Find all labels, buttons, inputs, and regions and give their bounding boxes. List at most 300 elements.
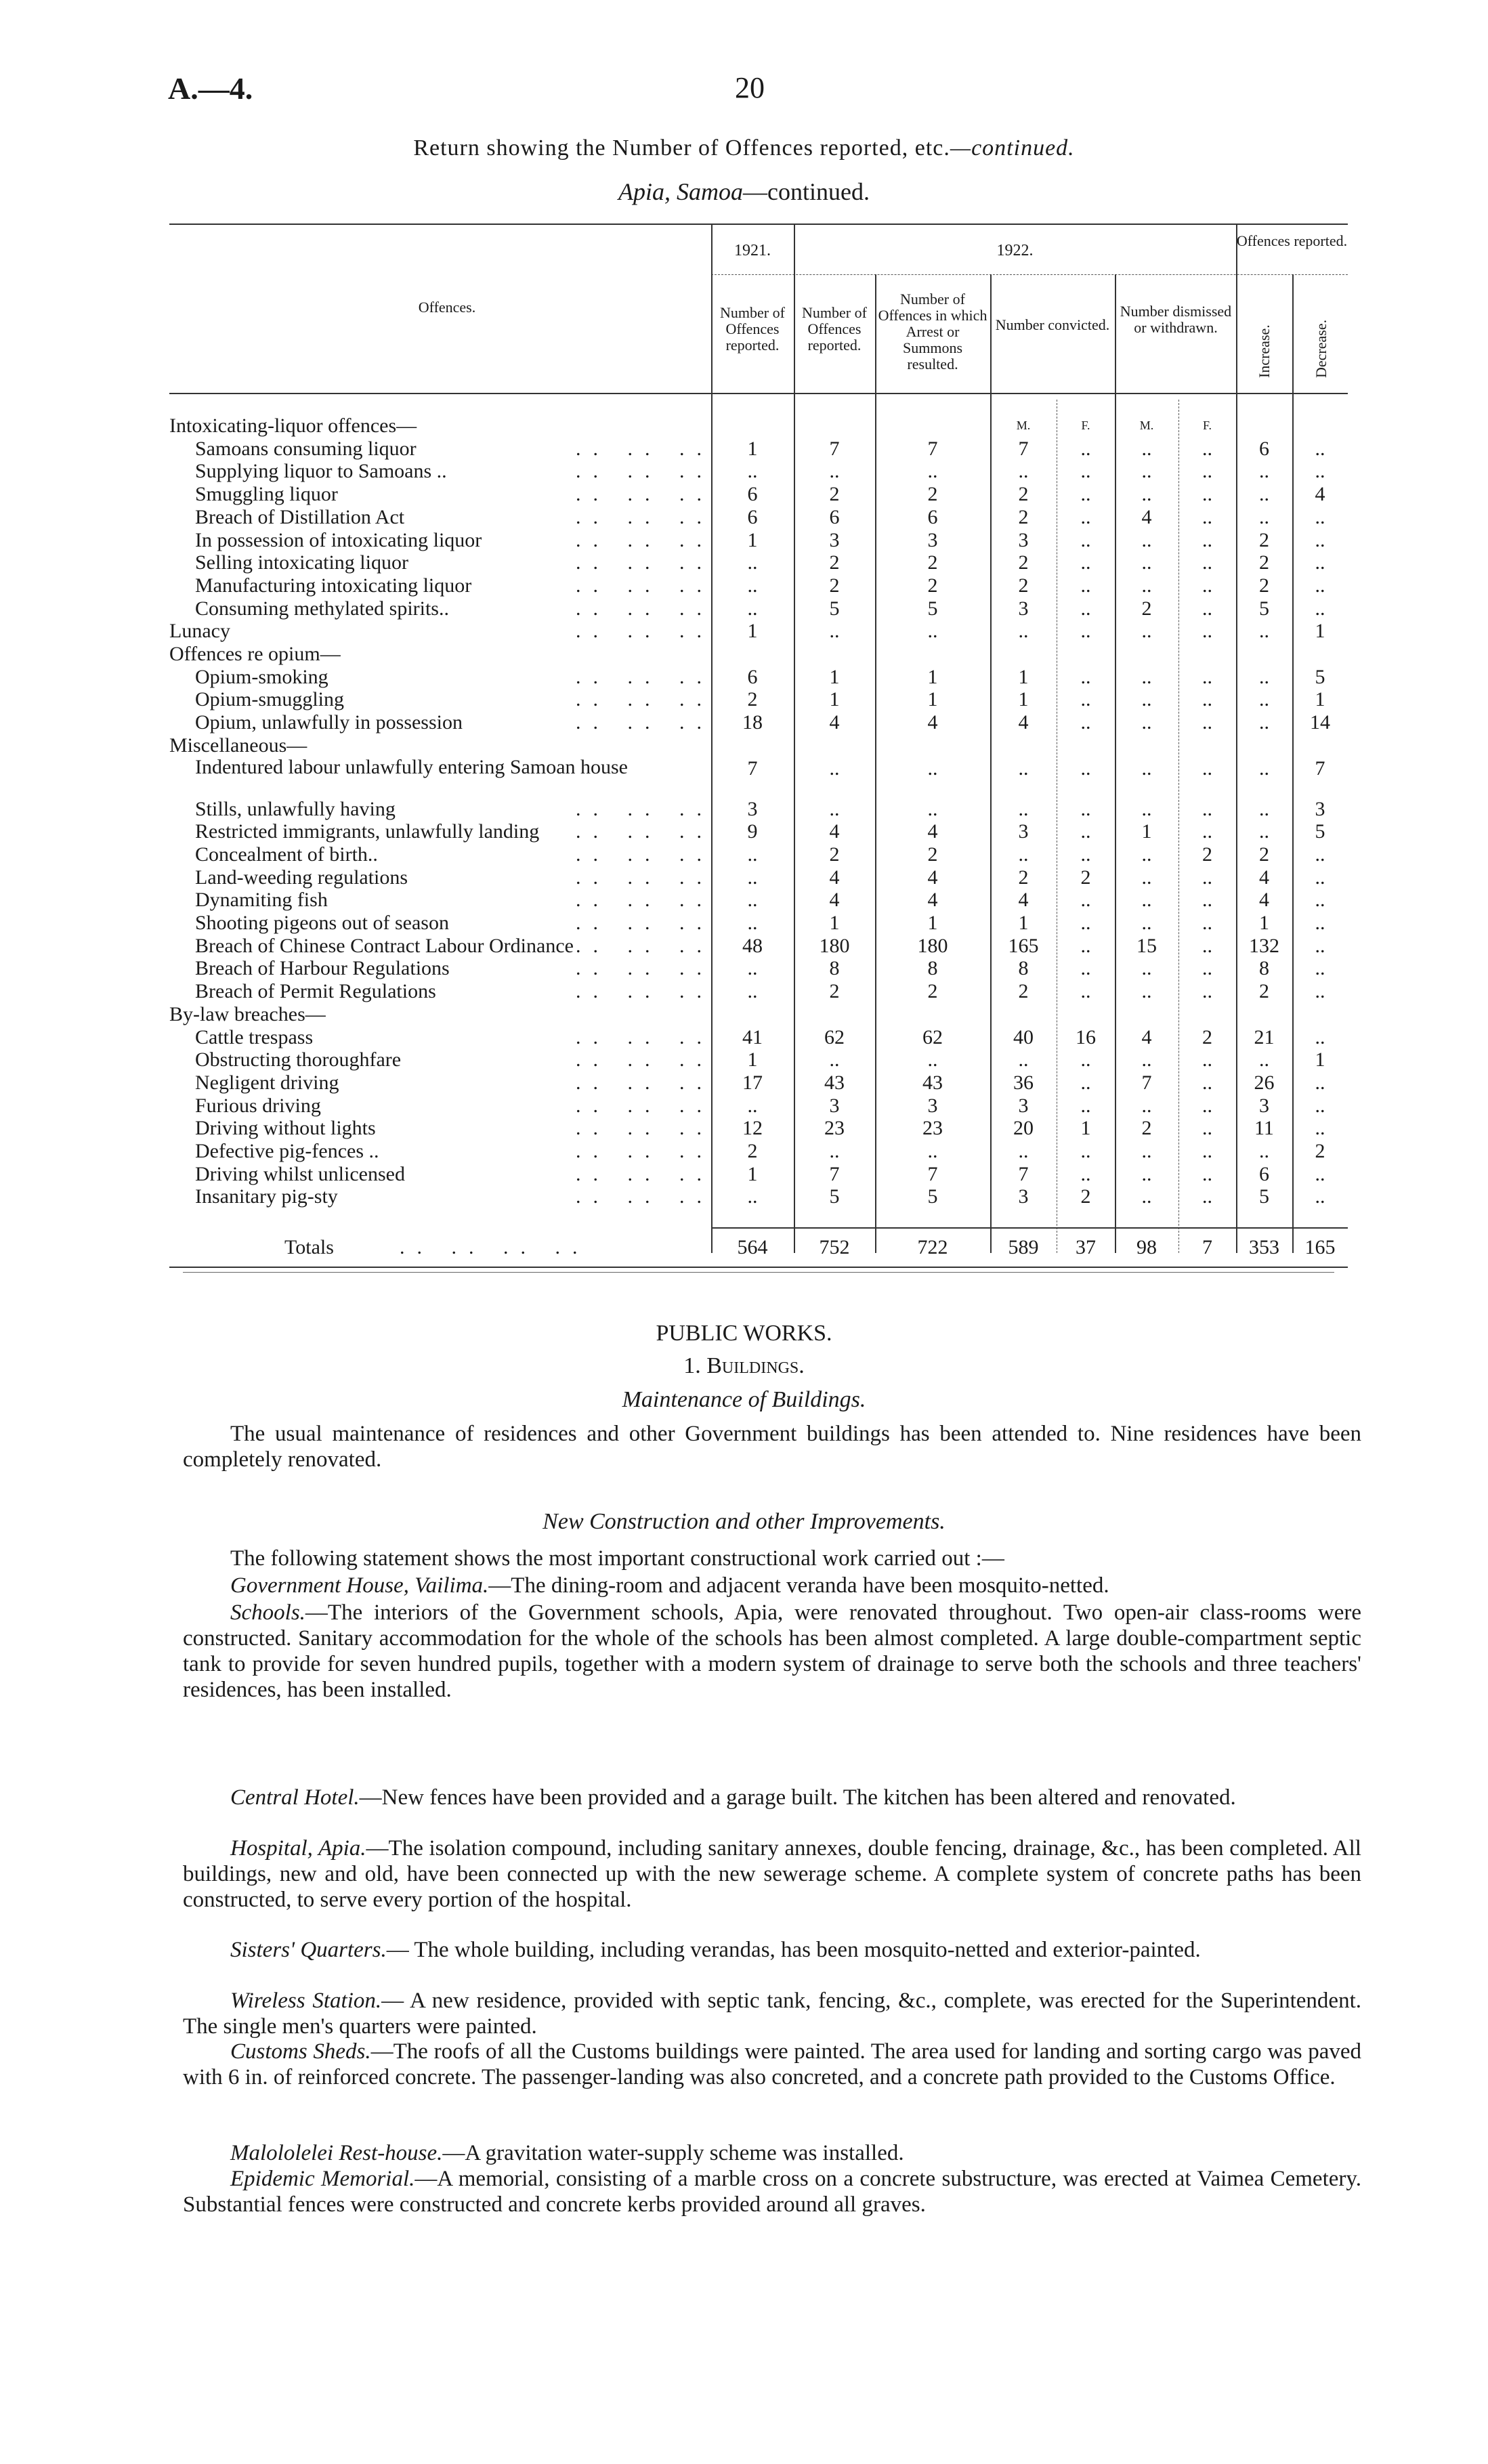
cell-decrease: .. bbox=[1315, 437, 1325, 460]
cell-dismissed-m: .. bbox=[1141, 551, 1152, 574]
table-bottom-rule bbox=[169, 1267, 1348, 1268]
cell-convicted-m: 20 bbox=[1013, 1117, 1034, 1140]
cell-dismissed-f: .. bbox=[1202, 483, 1212, 506]
cell-reported-1922: 62 bbox=[824, 1025, 845, 1048]
cell-convicted-m: 8 bbox=[1018, 957, 1029, 980]
table-top-rule bbox=[169, 224, 1348, 225]
row-label: Offences re opium— bbox=[169, 643, 341, 665]
cell-reported-1921: .. bbox=[747, 1094, 758, 1117]
cell-arrest: 5 bbox=[927, 597, 938, 620]
cell-dismissed-f: .. bbox=[1202, 688, 1212, 711]
cell-arrest: .. bbox=[927, 757, 938, 780]
leader-dots: .. .. .. bbox=[576, 688, 714, 711]
cell-dismissed-m: .. bbox=[1141, 483, 1152, 506]
cell-dismissed-m: .. bbox=[1141, 980, 1152, 1003]
total-convicted-f: 37 bbox=[1076, 1236, 1096, 1258]
cell-dismissed-f: .. bbox=[1202, 1071, 1212, 1094]
cell-reported-1922: 2 bbox=[829, 483, 840, 506]
leader-dots: .. .. .. bbox=[576, 1025, 714, 1048]
col-header-increase: Increase. bbox=[1256, 324, 1273, 378]
cell-decrease: 7 bbox=[1315, 757, 1325, 780]
table-row bbox=[169, 1071, 1348, 1094]
table-row bbox=[169, 889, 1348, 911]
cell-decrease: 1 bbox=[1315, 1048, 1325, 1071]
cell-arrest: 6 bbox=[927, 505, 938, 528]
works-item bbox=[183, 2140, 1361, 2166]
table-bottom-rule-thin bbox=[183, 1272, 1334, 1273]
cell-reported-1922: 2 bbox=[829, 574, 840, 597]
cell-dismissed-f: .. bbox=[1202, 1094, 1212, 1117]
cell-decrease: .. bbox=[1315, 460, 1325, 483]
leader-dots: .. .. .. bbox=[576, 1185, 714, 1208]
cell-arrest: 4 bbox=[927, 820, 938, 843]
paragraph-intro: The following statement shows the most important constructional work carried out :— bbox=[230, 1546, 1004, 1571]
works-item-heading: Schools. bbox=[230, 1600, 305, 1625]
cell-reported-1921: 1 bbox=[747, 620, 758, 643]
works-item-heading: Government House, Vailima. bbox=[230, 1573, 489, 1598]
row-label: Shooting pigeons out of season bbox=[195, 912, 449, 934]
leader-dots: .. .. .. bbox=[576, 934, 714, 957]
cell-reported-1921: .. bbox=[747, 551, 758, 574]
row-label: Lunacy bbox=[169, 620, 230, 643]
cell-dismissed-f: .. bbox=[1202, 528, 1212, 551]
cell-dismissed-m: 4 bbox=[1141, 505, 1152, 528]
row-label: Miscellaneous— bbox=[169, 734, 307, 757]
cell-convicted-f: F. bbox=[1081, 419, 1090, 432]
cell-convicted-m: 2 bbox=[1018, 505, 1029, 528]
cell-dismissed-m: .. bbox=[1141, 1140, 1152, 1162]
leader-dots: .. .. .. bbox=[576, 528, 714, 551]
cell-convicted-m: 4 bbox=[1018, 889, 1029, 912]
leader-dots: .. .. .. bbox=[576, 597, 714, 620]
cell-dismissed-m: .. bbox=[1141, 912, 1152, 934]
cell-dismissed-f: .. bbox=[1202, 934, 1212, 957]
cell-dismissed-m: .. bbox=[1141, 574, 1152, 597]
cell-convicted-f: .. bbox=[1080, 757, 1091, 780]
cell-dismissed-f: .. bbox=[1202, 711, 1212, 734]
cell-reported-1921: .. bbox=[747, 1185, 758, 1208]
works-item-text: — The whole building, including verandas, has been mosquito-netted and exterior-painted. bbox=[386, 1938, 1201, 1962]
subtitle-continued: —continued. bbox=[743, 178, 870, 205]
cell-reported-1922: 23 bbox=[824, 1117, 845, 1140]
col-header-convicted: Number convicted. bbox=[995, 316, 1110, 333]
cell-decrease: .. bbox=[1315, 1117, 1325, 1140]
col-header-reported-1921: Number of Offences reported. bbox=[720, 304, 785, 354]
cell-convicted-m: .. bbox=[1018, 620, 1029, 643]
header-bottom-rule bbox=[169, 393, 1348, 394]
row-label: Samoans consuming liquor bbox=[195, 437, 417, 460]
cell-increase: .. bbox=[1259, 688, 1269, 711]
row-label: Negligent driving bbox=[195, 1071, 339, 1094]
cell-convicted-m: 40 bbox=[1013, 1025, 1034, 1048]
cell-reported-1921: .. bbox=[747, 912, 758, 934]
leader-dots: .. .. .. bbox=[576, 1117, 714, 1140]
works-item-text: —The isolation compound, including sanitary annexes, double fencing, drainage, &c., has been completed. All buildings, new and old, have been connected up with the new sewerage scheme. A complete system of concrete paths has been constructed, to serve every portion of the hospital. bbox=[183, 1836, 1361, 1912]
row-label: In possession of intoxicating liquor bbox=[195, 528, 482, 551]
cell-arrest: 4 bbox=[927, 889, 938, 912]
cell-increase: .. bbox=[1259, 797, 1269, 820]
table-row bbox=[169, 935, 1348, 957]
cell-convicted-m: 7 bbox=[1018, 437, 1029, 460]
cell-arrest: 7 bbox=[927, 437, 938, 460]
cell-dismissed-f: .. bbox=[1202, 460, 1212, 483]
cell-reported-1921: 9 bbox=[747, 820, 758, 843]
cell-dismissed-f: .. bbox=[1202, 1162, 1212, 1185]
cell-reported-1922: 4 bbox=[829, 711, 840, 734]
row-label: Dynamiting fish bbox=[195, 889, 328, 912]
cell-dismissed-m: .. bbox=[1141, 1094, 1152, 1117]
cell-increase: .. bbox=[1259, 757, 1269, 780]
cell-reported-1922: .. bbox=[829, 1048, 840, 1071]
cell-reported-1921: .. bbox=[747, 574, 758, 597]
cell-arrest: 7 bbox=[927, 1162, 938, 1185]
cell-decrease: .. bbox=[1315, 597, 1325, 620]
works-item-heading: Central Hotel. bbox=[230, 1785, 360, 1810]
leader-dots: .. .. .. bbox=[576, 551, 714, 574]
works-item-text: —The interiors of the Government schools, Apia, were renovated throughout. Two open-air class-rooms were constructed. Sanitary accommodation for the whole of the schools has been almost completed. A large double-compartment septic tank to provide for seven hundred pupils, together with a modern system of drainage to serve both the schools and three teachers' residences, has been installed. bbox=[183, 1600, 1361, 1702]
table-row bbox=[169, 1185, 1348, 1208]
cell-reported-1922: 2 bbox=[829, 551, 840, 574]
row-label: Breach of Chinese Contract Labour Ordinance bbox=[195, 934, 574, 957]
cell-arrest: 2 bbox=[927, 843, 938, 866]
cell-dismissed-f: .. bbox=[1202, 551, 1212, 574]
cell-decrease: 3 bbox=[1315, 797, 1325, 820]
cell-convicted-m: 2 bbox=[1018, 574, 1029, 597]
cell-convicted-m: 2 bbox=[1018, 866, 1029, 889]
cell-convicted-f: .. bbox=[1080, 934, 1091, 957]
row-label: Manufacturing intoxicating liquor bbox=[195, 574, 472, 597]
cell-reported-1922: .. bbox=[829, 620, 840, 643]
leader-dots: .. .. .. bbox=[576, 505, 714, 528]
cell-dismissed-m: 4 bbox=[1141, 1025, 1152, 1048]
cell-dismissed-m: .. bbox=[1141, 957, 1152, 980]
table-row bbox=[169, 843, 1348, 866]
cell-convicted-m: 3 bbox=[1018, 528, 1029, 551]
row-label: Supplying liquor to Samoans .. bbox=[195, 460, 447, 483]
table-row bbox=[169, 574, 1348, 597]
cell-convicted-f: .. bbox=[1080, 889, 1091, 912]
cell-decrease: .. bbox=[1315, 1094, 1325, 1117]
leader-dots: .. .. .. bbox=[576, 912, 714, 934]
cell-increase: .. bbox=[1259, 665, 1269, 688]
table-row bbox=[169, 460, 1348, 482]
cell-reported-1921: .. bbox=[747, 460, 758, 483]
cell-increase: 4 bbox=[1259, 889, 1269, 912]
cell-convicted-m: 3 bbox=[1018, 1185, 1029, 1208]
totals-row bbox=[169, 1236, 1348, 1258]
cell-dismissed-m: .. bbox=[1141, 866, 1152, 889]
cell-decrease: .. bbox=[1315, 934, 1325, 957]
table-row bbox=[169, 912, 1348, 934]
cell-reported-1922: .. bbox=[829, 460, 840, 483]
cell-dismissed-m: 1 bbox=[1141, 820, 1152, 843]
cell-dismissed-f: .. bbox=[1202, 866, 1212, 889]
works-item-text: —A memorial, consisting of a marble cross on a concrete substructure, was erected at Vaimea Cemetery. Substantial fences were constructed and concrete kerbs provided around all graves. bbox=[183, 2167, 1361, 2217]
cell-dismissed-m: 7 bbox=[1141, 1071, 1152, 1094]
works-item bbox=[183, 1937, 1361, 1963]
total-increase: 353 bbox=[1249, 1236, 1279, 1258]
page-number: 20 bbox=[735, 71, 765, 104]
total-dismissed-m: 98 bbox=[1136, 1236, 1157, 1258]
col-header-1921: 1921. bbox=[734, 242, 771, 259]
cell-decrease: .. bbox=[1315, 1162, 1325, 1185]
section-heading: PUBLIC WORKS. bbox=[656, 1321, 832, 1346]
cell-arrest: .. bbox=[927, 1140, 938, 1162]
cell-decrease: 5 bbox=[1315, 820, 1325, 843]
cell-decrease: .. bbox=[1315, 912, 1325, 934]
cell-reported-1921: 1 bbox=[747, 437, 758, 460]
cell-reported-1922: .. bbox=[829, 797, 840, 820]
cell-increase: .. bbox=[1259, 460, 1269, 483]
cell-convicted-m: .. bbox=[1018, 757, 1029, 780]
cell-arrest: 23 bbox=[922, 1117, 943, 1140]
cell-increase: .. bbox=[1259, 711, 1269, 734]
cell-convicted-f: .. bbox=[1080, 912, 1091, 934]
cell-dismissed-f: .. bbox=[1202, 980, 1212, 1003]
cell-dismissed-m: .. bbox=[1141, 1185, 1152, 1208]
cell-increase: 1 bbox=[1259, 912, 1269, 934]
cell-reported-1922: 1 bbox=[829, 688, 840, 711]
row-label: Opium, unlawfully in possession bbox=[195, 711, 463, 734]
table-row bbox=[169, 688, 1348, 710]
cell-dismissed-m: .. bbox=[1141, 797, 1152, 820]
row-label: Obstructing thoroughfare bbox=[195, 1048, 402, 1071]
cell-arrest: .. bbox=[927, 1048, 938, 1071]
cell-decrease: 14 bbox=[1310, 711, 1330, 734]
cell-convicted-m: 2 bbox=[1018, 980, 1029, 1003]
cell-dismissed-f: .. bbox=[1202, 1117, 1212, 1140]
leader-dots: .. .. .. bbox=[576, 620, 714, 643]
works-item bbox=[183, 1600, 1361, 1703]
cell-decrease: .. bbox=[1315, 843, 1325, 866]
cell-dismissed-f: .. bbox=[1202, 437, 1212, 460]
cell-reported-1922: 2 bbox=[829, 980, 840, 1003]
cell-reported-1921: 6 bbox=[747, 483, 758, 506]
cell-reported-1922: 4 bbox=[829, 820, 840, 843]
subsection-buildings: 1. Buildings. bbox=[683, 1353, 805, 1378]
col-header-offences: Offences. bbox=[418, 299, 476, 316]
leader-dots: .. .. .. bbox=[576, 483, 714, 506]
cell-convicted-f: .. bbox=[1080, 1140, 1091, 1162]
table-row bbox=[169, 620, 1348, 642]
table-title-continued: —continued. bbox=[950, 135, 1075, 161]
row-label: Land-weeding regulations bbox=[195, 866, 408, 889]
cell-reported-1921: .. bbox=[747, 957, 758, 980]
cell-decrease: .. bbox=[1315, 528, 1325, 551]
table-row bbox=[169, 757, 1348, 780]
cell-arrest: 43 bbox=[922, 1071, 943, 1094]
cell-reported-1921: 3 bbox=[747, 797, 758, 820]
cell-reported-1921: .. bbox=[747, 980, 758, 1003]
col-header-arrest: Number of Offences in which Arrest or Summons resulted. bbox=[878, 291, 987, 373]
cell-convicted-f: 16 bbox=[1076, 1025, 1096, 1048]
table-row bbox=[169, 506, 1348, 528]
cell-arrest: .. bbox=[927, 797, 938, 820]
cell-convicted-m: .. bbox=[1018, 1048, 1029, 1071]
total-convicted-m: 589 bbox=[1008, 1236, 1039, 1258]
cell-reported-1922: 8 bbox=[829, 957, 840, 980]
cell-convicted-f: .. bbox=[1080, 505, 1091, 528]
cell-convicted-m: 1 bbox=[1018, 688, 1029, 711]
works-item-heading: Hospital, Apia. bbox=[230, 1836, 366, 1861]
table-row bbox=[169, 643, 1348, 665]
col-header-reported-1922: Number of Offences reported. bbox=[802, 304, 867, 354]
works-item bbox=[183, 1835, 1361, 1913]
leader-dots: .. .. .. bbox=[576, 665, 714, 688]
cell-dismissed-f: .. bbox=[1202, 889, 1212, 912]
cell-increase: 8 bbox=[1259, 957, 1269, 980]
works-item-text: —A gravitation water-supply scheme was installed. bbox=[442, 2141, 904, 2165]
table-row bbox=[169, 980, 1348, 1002]
cell-increase: .. bbox=[1259, 483, 1269, 506]
cell-reported-1922: 7 bbox=[829, 1162, 840, 1185]
cell-dismissed-f: .. bbox=[1202, 1185, 1212, 1208]
cell-dismissed-f: .. bbox=[1202, 1048, 1212, 1071]
cell-increase: 3 bbox=[1259, 1094, 1269, 1117]
cell-dismissed-m: .. bbox=[1141, 460, 1152, 483]
row-label: Insanitary pig-sty bbox=[195, 1185, 338, 1208]
cell-increase: .. bbox=[1259, 1140, 1269, 1162]
cell-increase: .. bbox=[1259, 620, 1269, 643]
leader-dots: .. .. .. bbox=[576, 437, 714, 460]
cell-arrest: 8 bbox=[927, 957, 938, 980]
cell-dismissed-m: .. bbox=[1141, 1048, 1152, 1071]
leader-dots: .. .. .. bbox=[576, 1071, 714, 1094]
cell-reported-1921: .. bbox=[747, 889, 758, 912]
cell-convicted-f: .. bbox=[1080, 528, 1091, 551]
cell-increase: 132 bbox=[1249, 934, 1279, 957]
works-item bbox=[183, 2166, 1361, 2217]
works-item-heading: Sisters' Quarters. bbox=[230, 1938, 387, 1962]
cell-reported-1922: 4 bbox=[829, 866, 840, 889]
table-row bbox=[169, 1003, 1348, 1025]
total-decrease: 165 bbox=[1304, 1236, 1336, 1258]
cell-convicted-f: .. bbox=[1080, 437, 1091, 460]
cell-reported-1921: 1 bbox=[747, 1162, 758, 1185]
works-item-heading: Malololelei Rest-house. bbox=[230, 2141, 443, 2165]
works-item bbox=[183, 2039, 1361, 2090]
cell-reported-1922: .. bbox=[829, 1140, 840, 1162]
table-row bbox=[169, 1026, 1348, 1048]
cell-arrest: .. bbox=[927, 620, 938, 643]
cell-decrease: .. bbox=[1315, 1025, 1325, 1048]
cell-convicted-m: 3 bbox=[1018, 597, 1029, 620]
cell-convicted-m: .. bbox=[1018, 797, 1029, 820]
works-item-text: —The dining-room and adjacent veranda have been mosquito-netted. bbox=[488, 1573, 1109, 1598]
cell-reported-1922: .. bbox=[829, 757, 840, 780]
cell-reported-1922: 5 bbox=[829, 597, 840, 620]
cell-convicted-m: 7 bbox=[1018, 1162, 1029, 1185]
totals-top-rule bbox=[711, 1227, 1348, 1229]
header-year-rule bbox=[711, 274, 1348, 275]
row-label: Defective pig-fences .. bbox=[195, 1140, 379, 1162]
cell-dismissed-f: 2 bbox=[1202, 843, 1212, 866]
works-item-heading: Customs Sheds. bbox=[230, 2039, 371, 2064]
cell-reported-1921: 6 bbox=[747, 505, 758, 528]
cell-increase: 5 bbox=[1259, 1185, 1269, 1208]
cell-decrease: .. bbox=[1315, 957, 1325, 980]
cell-decrease: .. bbox=[1315, 1185, 1325, 1208]
cell-dismissed-m: .. bbox=[1141, 528, 1152, 551]
works-item-text: —New fences have been provided and a garage built. The kitchen has been altered and renovated. bbox=[359, 1785, 1236, 1810]
cell-convicted-m: 36 bbox=[1013, 1071, 1034, 1094]
cell-dismissed-f: .. bbox=[1202, 574, 1212, 597]
cell-convicted-f: .. bbox=[1080, 574, 1091, 597]
table-row bbox=[169, 1095, 1348, 1117]
cell-arrest: 180 bbox=[917, 934, 948, 957]
table-row bbox=[169, 711, 1348, 734]
leader-dots: .. .. .. bbox=[576, 843, 714, 866]
leader-dots: .. .. .. bbox=[576, 1048, 714, 1071]
subtitle-place: Apia, Samoa bbox=[618, 178, 744, 205]
cell-increase: 2 bbox=[1259, 574, 1269, 597]
cell-arrest: 3 bbox=[927, 528, 938, 551]
table-row bbox=[169, 438, 1348, 460]
table-row bbox=[169, 666, 1348, 688]
offences-table bbox=[169, 224, 1348, 1258]
cell-convicted-f: .. bbox=[1080, 711, 1091, 734]
cell-dismissed-f: .. bbox=[1202, 957, 1212, 980]
cell-reported-1921: 2 bbox=[747, 688, 758, 711]
row-label: Selling intoxicating liquor bbox=[195, 551, 408, 574]
row-label: Smuggling liquor bbox=[195, 483, 338, 506]
cell-arrest: 1 bbox=[927, 665, 938, 688]
cell-decrease: .. bbox=[1315, 1071, 1325, 1094]
row-label: Driving whilst unlicensed bbox=[195, 1162, 405, 1185]
cell-increase: 6 bbox=[1259, 1162, 1269, 1185]
cell-dismissed-m: .. bbox=[1141, 843, 1152, 866]
cell-reported-1922: 43 bbox=[824, 1071, 845, 1094]
cell-convicted-m: 3 bbox=[1018, 1094, 1029, 1117]
cell-reported-1922: 3 bbox=[829, 1094, 840, 1117]
cell-convicted-f: .. bbox=[1080, 1071, 1091, 1094]
cell-reported-1921: 18 bbox=[742, 711, 763, 734]
table-row bbox=[169, 415, 1348, 437]
total-arrest: 722 bbox=[917, 1236, 948, 1258]
leader-dots: .. .. .. bbox=[576, 820, 714, 843]
table-title bbox=[0, 135, 1488, 161]
cell-dismissed-f: .. bbox=[1202, 912, 1212, 934]
table-row bbox=[169, 820, 1348, 843]
cell-convicted-f: .. bbox=[1080, 980, 1091, 1003]
leader-dots: .. .. .. bbox=[576, 980, 714, 1003]
cell-increase: 4 bbox=[1259, 866, 1269, 889]
cell-dismissed-m: .. bbox=[1141, 620, 1152, 643]
cell-reported-1922: 2 bbox=[829, 843, 840, 866]
works-item bbox=[183, 1573, 1361, 1598]
table-row bbox=[169, 529, 1348, 551]
row-label: Breach of Permit Regulations bbox=[195, 980, 436, 1003]
cell-dismissed-f: .. bbox=[1202, 797, 1212, 820]
table-row bbox=[169, 551, 1348, 574]
cell-reported-1921: .. bbox=[747, 843, 758, 866]
leader-dots: .. .. .. bbox=[576, 797, 714, 820]
table-row bbox=[169, 483, 1348, 505]
row-label: Cattle trespass bbox=[195, 1025, 314, 1048]
cell-decrease: 1 bbox=[1315, 688, 1325, 711]
cell-dismissed-m: .. bbox=[1141, 1162, 1152, 1185]
cell-convicted-f: .. bbox=[1080, 820, 1091, 843]
cell-convicted-f: .. bbox=[1080, 460, 1091, 483]
cell-increase: 2 bbox=[1259, 843, 1269, 866]
cell-decrease: .. bbox=[1315, 889, 1325, 912]
table-row bbox=[169, 1163, 1348, 1185]
cell-increase: 11 bbox=[1254, 1117, 1274, 1140]
cell-convicted-m: 1 bbox=[1018, 912, 1029, 934]
leader-dots: .. .. .. bbox=[576, 711, 714, 734]
cell-convicted-f: .. bbox=[1080, 665, 1091, 688]
table-row bbox=[169, 1117, 1348, 1139]
